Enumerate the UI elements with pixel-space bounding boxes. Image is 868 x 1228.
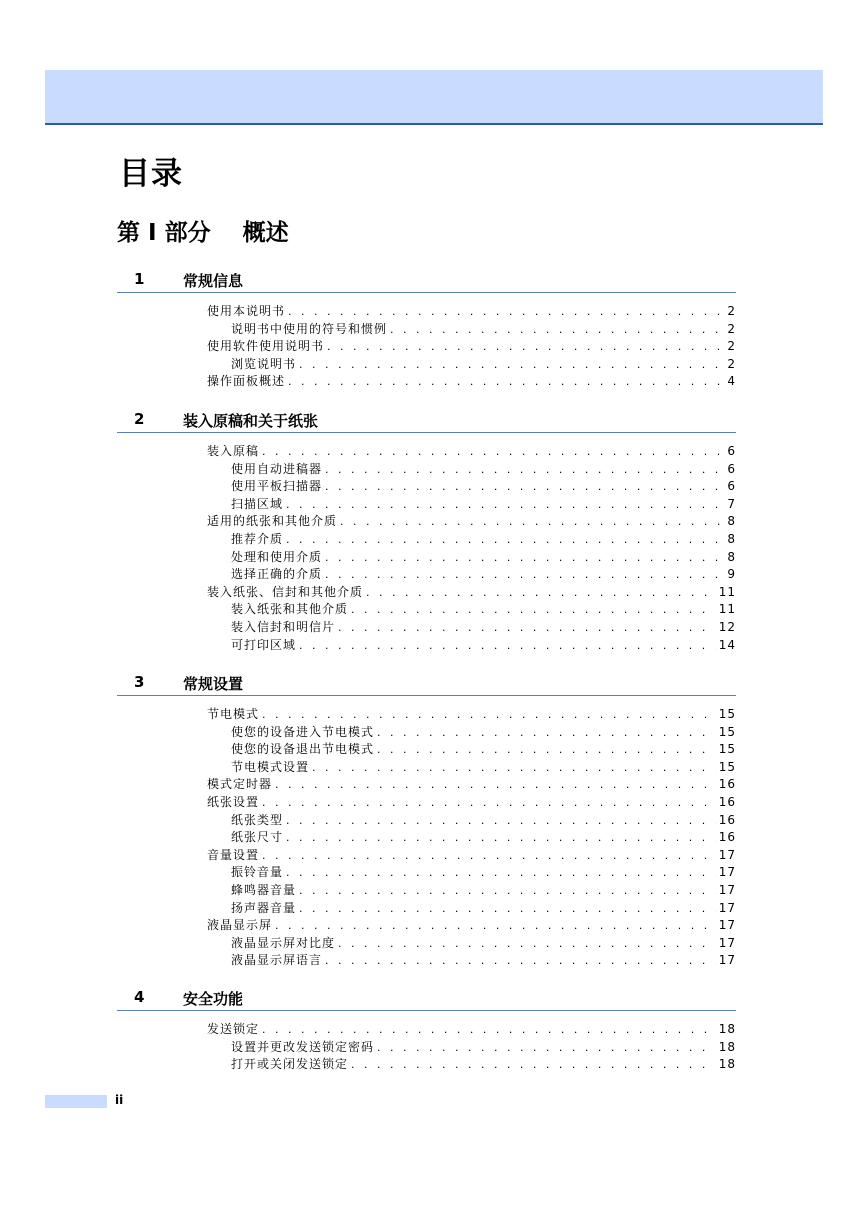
chapter-section [117,985,736,1074]
toc-subentry[interactable] [231,864,736,882]
toc-entry-title: 浏览说明书 [231,356,297,371]
chapter-number: 3 [134,673,145,691]
toc-entry-title: 振铃音量 [231,865,284,880]
toc-subentry[interactable] [231,637,736,655]
dot-leader [262,847,716,865]
chapter-title: 安全功能 [183,990,244,1008]
toc-entry[interactable] [207,917,736,935]
toc-entry-page: 2 [727,356,736,371]
dot-leader [299,900,716,918]
toc-entry-title: 装入纸张、信封和其他介质 [207,584,364,599]
dot-leader [340,513,724,531]
toc-entry[interactable] [207,373,736,391]
chapter-number: 1 [134,270,145,288]
toc-entry-title: 扬声器音量 [231,900,297,915]
toc-entry-title: 使用本说明书 [207,304,286,318]
toc-entry-title: 节电模式设置 [231,759,310,774]
toc-entry-title: 液晶显示屏对比度 [231,935,336,950]
toc-subentry[interactable] [231,741,736,759]
dot-leader [338,935,716,953]
toc-subentry[interactable] [231,900,736,918]
toc-entry-page: 8 [727,549,736,564]
dot-leader [286,829,716,847]
dot-leader [377,724,716,742]
toc-entry-page: 18 [718,1039,736,1054]
toc-entry-title: 节电模式 [207,707,260,721]
toc-entry[interactable] [207,1021,736,1039]
toc-entry-page: 11 [718,584,736,599]
toc-entry-page: 18 [718,1022,736,1036]
toc-subentry[interactable] [231,829,736,847]
toc-subentry[interactable] [231,882,736,900]
toc-entry-page: 8 [727,514,736,529]
toc-entry-title: 液晶显示屏语言 [231,953,323,968]
toc-entry-page: 17 [718,847,736,862]
toc-entry-page: 16 [718,812,736,827]
toc-entry-page: 2 [727,304,736,318]
dot-leader [377,1039,716,1057]
toc-subentry[interactable] [231,1039,736,1057]
toc-entry-page: 17 [718,900,736,915]
toc-subentry[interactable] [231,1056,736,1074]
chapter-title: 装入原稿和关于纸张 [183,412,319,430]
dot-leader [275,776,716,794]
footer-band [45,1095,107,1108]
toc-subentry[interactable] [231,531,736,549]
toc-entry[interactable] [207,443,736,461]
dot-leader [390,321,724,339]
toc-entry-title: 选择正确的介质 [231,567,323,582]
toc-subentry[interactable] [231,601,736,619]
toc-entry-page: 11 [718,602,736,617]
chapter-section [117,267,736,391]
page-number: ii [115,1093,124,1107]
toc-entry-title: 打开或关闭发送锁定 [231,1057,349,1072]
toc-entry-title: 说明书中使用的符号和惯例 [231,321,388,336]
dot-leader [286,531,724,549]
toc-entry-title: 使用自动进稿器 [231,461,323,476]
toc-entry-title: 模式定时器 [207,777,273,792]
toc-entry[interactable] [207,338,736,356]
chapter-section [117,407,736,654]
toc-entry-title: 纸张设置 [207,794,260,809]
chapter-heading[interactable] [117,670,736,696]
chapter-title: 常规设置 [183,675,244,693]
chapter-number: 4 [134,988,145,1006]
toc-subentry[interactable] [231,496,736,514]
toc-entry-page: 2 [727,339,736,354]
dot-leader [377,741,716,759]
dot-leader [275,917,716,935]
toc-entry-page: 17 [718,882,736,897]
toc-entry-page: 17 [718,865,736,880]
toc-entry[interactable] [207,303,736,321]
toc-subentry[interactable] [231,812,736,830]
toc-entry-page: 16 [718,794,736,809]
dot-leader [262,443,724,461]
toc-entry-title: 可打印区域 [231,637,297,652]
toc-subentry[interactable] [231,478,736,496]
toc-entry-page: 12 [718,619,736,634]
dot-leader [325,478,724,496]
toc-subentry[interactable] [231,619,736,637]
toc-entry-page: 4 [727,374,736,389]
dot-leader [312,759,716,777]
dot-leader [325,549,724,567]
toc-entry-title: 装入纸张和其他介质 [231,602,349,617]
dot-leader [299,356,724,374]
toc-subentry[interactable] [231,549,736,567]
toc-entry-title: 处理和使用介质 [231,549,323,564]
toc-entry-page: 6 [727,444,736,458]
toc-entry-page: 15 [718,759,736,774]
toc-entry-title: 纸张类型 [231,812,284,827]
dot-leader [325,952,716,970]
dot-leader [351,1056,716,1074]
toc-entry-page: 17 [718,918,736,933]
toc-entry-title: 装入信封和明信片 [231,619,336,634]
toc-entry[interactable] [207,706,736,724]
dot-leader [338,619,716,637]
chapter-section [117,670,736,970]
toc-entry-list [117,443,736,654]
chapter-heading[interactable] [117,267,736,293]
toc-entry-title: 发送锁定 [207,1022,260,1036]
dot-leader [288,373,724,391]
toc-entry-title: 装入原稿 [207,444,260,458]
dot-leader [288,303,724,321]
toc-entry-page: 17 [718,935,736,950]
dot-leader [262,1021,716,1039]
toc-entry-title: 使您的设备退出节电模式 [231,742,375,757]
toc-entry-title: 设置并更改发送锁定密码 [231,1039,375,1054]
toc-subentry[interactable] [231,461,736,479]
toc-entry-title: 使您的设备进入节电模式 [231,724,375,739]
toc-subentry[interactable] [231,759,736,777]
dot-leader [325,566,724,584]
toc-entry-page: 2 [727,321,736,336]
toc-subentry[interactable] [231,952,736,970]
dot-leader [366,584,716,602]
toc-entry-page: 17 [718,953,736,968]
dot-leader [262,706,716,724]
toc-subentry[interactable] [231,566,736,584]
toc-entry[interactable] [207,776,736,794]
toc-entry[interactable] [207,847,736,865]
toc-subentry[interactable] [231,724,736,742]
dot-leader [299,637,716,655]
dot-leader [262,794,716,812]
toc-entry-page: 15 [718,707,736,721]
toc-subentry[interactable] [231,356,736,374]
toc-entry-list [117,706,736,970]
toc-entry-page: 6 [727,479,736,494]
chapter-title: 常规信息 [183,272,244,290]
toc-entry-title: 推荐介质 [231,531,284,546]
toc-subentry[interactable] [231,935,736,953]
dot-leader [325,461,724,479]
toc-entry-title: 使用平板扫描器 [231,479,323,494]
header-band [45,70,823,125]
toc-entry-title: 使用软件使用说明书 [207,339,325,354]
dot-leader [286,812,716,830]
toc-entry-page: 15 [718,724,736,739]
chapter-heading[interactable] [117,407,736,433]
toc-entry[interactable] [207,794,736,812]
toc-entry-title: 液晶显示屏 [207,918,273,933]
toc-entry-list [117,303,736,391]
toc-entry-page: 15 [718,742,736,757]
page-title: 目录 [119,156,183,192]
dot-leader [286,496,724,514]
toc-entry-list [117,1021,736,1074]
toc-entry-title: 操作面板概述 [207,374,286,389]
dot-leader [286,864,716,882]
toc-entry-page: 18 [718,1057,736,1072]
dot-leader [327,338,724,356]
chapter-number: 2 [134,410,145,428]
toc-subentry[interactable] [231,321,736,339]
toc-entry-page: 9 [727,567,736,582]
part-title: 第 I 部分 概述 [117,220,289,246]
dot-leader [351,601,716,619]
toc-entry-title: 扫描区域 [231,496,284,511]
toc-entry[interactable] [207,513,736,531]
toc-entry-page: 6 [727,461,736,476]
toc-entry-page: 14 [718,637,736,652]
toc-entry-title: 纸张尺寸 [231,830,284,845]
toc-entry[interactable] [207,584,736,602]
toc-entry-title: 音量设置 [207,847,260,862]
chapter-heading[interactable] [117,985,736,1011]
toc-entry-title: 蜂鸣器音量 [231,882,297,897]
toc-entry-page: 7 [727,496,736,511]
toc-entry-page: 8 [727,531,736,546]
toc-entry-title: 适用的纸张和其他介质 [207,514,338,529]
toc-entry-page: 16 [718,830,736,845]
toc-entry-page: 16 [718,777,736,792]
dot-leader [299,882,716,900]
